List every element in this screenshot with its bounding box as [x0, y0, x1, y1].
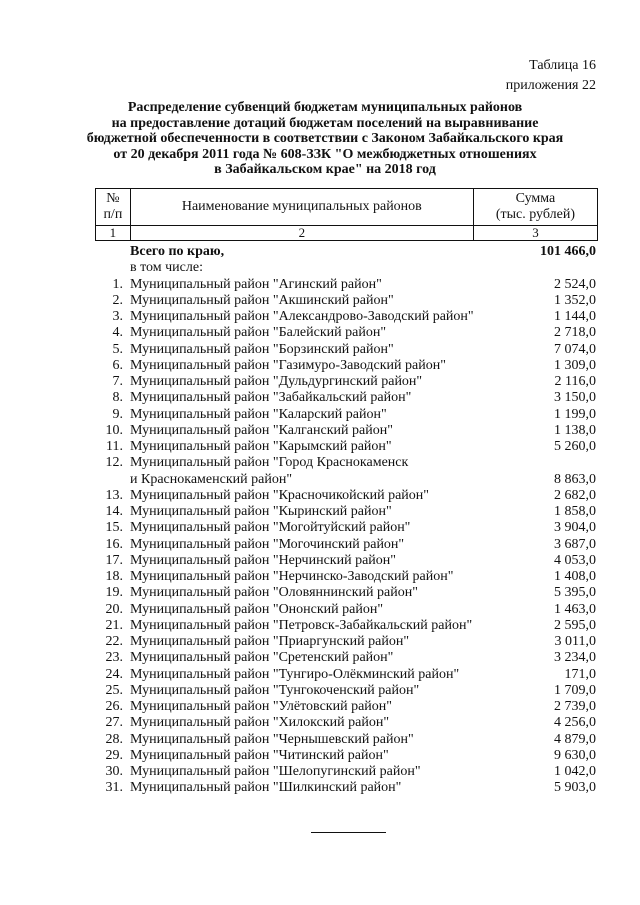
table-row [95, 455, 598, 488]
row-number: 14. [105, 504, 123, 519]
title-line: от 20 декабря 2011 года № 608-ЗЗК "О межбюджетных отношениях [113, 146, 537, 162]
amount-value: 5 903,0 [554, 780, 596, 796]
amount-value: 4 879,0 [554, 731, 596, 747]
table-row [95, 374, 598, 390]
amount-value: 1 408,0 [554, 569, 596, 584]
district-name: Муниципальный район "Ононский район" [130, 601, 384, 617]
table-row [95, 277, 598, 293]
total-label: Всего по краю, [130, 244, 225, 259]
title-line: Распределение субвенций бюджетам муниципальных районов [127, 100, 523, 115]
title-line: на предоставление дотаций бюджетам поселений на выравнивание [111, 115, 539, 131]
amount-value: 9 630,0 [554, 747, 596, 763]
table-reference [506, 56, 596, 96]
table-label: Таблица 16 [529, 58, 596, 73]
district-name: Муниципальный район "Могойтуйский район" [130, 520, 411, 536]
table-row [95, 520, 598, 536]
row-number: 22. [105, 634, 123, 649]
district-name: Муниципальный район "Нерчинский район" [130, 552, 396, 568]
total-value: 101 466,0 [540, 244, 596, 259]
amount-value: 7 074,0 [554, 341, 596, 357]
row-number: 5. [112, 341, 123, 357]
total-row [95, 244, 598, 260]
row-number: 17. [105, 552, 123, 568]
table-row [95, 358, 598, 374]
row-number: 25. [105, 682, 123, 698]
amount-value: 2 116,0 [554, 374, 596, 389]
including-label: в том числе: [130, 260, 203, 276]
amount-value: 1 858,0 [554, 504, 596, 519]
district-name: Муниципальный район "Чернышевский район" [130, 731, 414, 747]
row-number: 28. [105, 731, 123, 747]
district-name: Муниципальный район "Читинский район" [130, 747, 389, 763]
table-row [95, 667, 598, 683]
table-row [95, 504, 598, 520]
row-number: 10. [105, 422, 123, 438]
amount-value: 3 234,0 [554, 650, 596, 666]
row-number: 4. [112, 325, 123, 341]
row-number: 27. [105, 715, 123, 731]
district-name: Муниципальный район "Тунгиро-Олёкминский район" [130, 666, 460, 682]
district-name: Муниципальный район "Кыринский район" [130, 504, 392, 519]
district-name: Муниципальный район "Петровск-Забайкальский район" [130, 617, 473, 633]
col-amount-header: Сумма (тыс. рублей) [473, 189, 597, 226]
col-name-header: Наименование муниципальных районов [130, 189, 473, 226]
row-number: 29. [105, 747, 123, 763]
end-divider [311, 832, 386, 833]
table-row [95, 634, 598, 650]
row-number: 19. [105, 585, 123, 601]
table-row [95, 390, 598, 406]
amount-value: 5 260,0 [554, 439, 596, 454]
district-name: Муниципальный район "Александрово-Заводский район" [130, 309, 474, 324]
table-row [95, 650, 598, 666]
table-row [95, 488, 598, 504]
row-number: 24. [105, 666, 123, 682]
district-name: Муниципальный район "Могочинский район" [130, 536, 405, 552]
document-title [80, 100, 570, 178]
district-name: Муниципальный район "Балейский район" [130, 325, 387, 341]
amount-value: 5 395,0 [554, 585, 596, 601]
table-row [95, 618, 598, 634]
amount-value: 2 682,0 [554, 487, 596, 503]
including-row [95, 260, 598, 276]
amount-value: 3 687,0 [554, 536, 596, 552]
amount-value: 171,0 [564, 666, 596, 682]
amount-value: 3 011,0 [554, 634, 596, 649]
table-row [95, 602, 598, 618]
table-row [95, 748, 598, 764]
row-number: 8. [112, 390, 123, 406]
district-name: Муниципальный район "Приаргунский район" [130, 634, 410, 649]
row-number: 2. [112, 292, 123, 308]
amount-value: 1 309,0 [554, 357, 596, 373]
district-name: Муниципальный район "Карымский район" [130, 439, 392, 454]
district-name: Муниципальный район "Хилокский район" [130, 715, 390, 731]
table-row [95, 780, 598, 796]
row-number: 1. [112, 276, 123, 292]
row-number: 20. [105, 601, 123, 617]
district-name: Муниципальный район "Сретенский район" [130, 650, 394, 666]
district-name: Муниципальный район "Шилкинский район" [130, 780, 402, 796]
table-header [95, 188, 598, 241]
amount-value: 1 709,0 [554, 682, 596, 698]
row-number: 12. [105, 455, 123, 471]
amount-value: 4 053,0 [554, 552, 596, 568]
table-row [95, 699, 598, 715]
row-number: 7. [112, 374, 123, 389]
row-number: 16. [105, 536, 123, 552]
row-number: 6. [112, 357, 123, 373]
district-name: Муниципальный район "Красночикойский район" [130, 487, 429, 503]
district-name: Муниципальный район "Газимуро-Заводский район" [130, 357, 446, 373]
amount-value: 2 718,0 [554, 325, 596, 341]
amount-value: 1 352,0 [554, 292, 596, 308]
table-body [95, 244, 598, 797]
district-name: Муниципальный район "Нерчинско-Заводский район" [130, 569, 454, 584]
district-name: Муниципальный район "Борзинский район" [130, 341, 394, 357]
table-row [95, 569, 598, 585]
table-row [95, 423, 598, 439]
table-row [95, 325, 598, 341]
row-number: 30. [105, 764, 123, 779]
district-name: Муниципальный район "Тунгокоченский район" [130, 682, 420, 698]
title-line: бюджетной обеспеченности в соответствии с Законом Забайкальского края [86, 131, 564, 147]
row-number: 15. [105, 520, 123, 536]
table-row [95, 585, 598, 601]
col-number-header: № п/п [96, 189, 131, 226]
appendix-label: приложения 22 [505, 78, 596, 93]
row-number: 18. [105, 569, 123, 584]
district-name: Муниципальный район "Калганский район" [130, 422, 393, 438]
amount-value: 3 904,0 [554, 520, 596, 536]
title-line: в Забайкальском крае" на 2018 год [214, 162, 436, 178]
table-row [95, 764, 598, 780]
amount-value: 2 524,0 [554, 276, 596, 292]
row-number: 21. [105, 617, 123, 633]
col-index: 3 [473, 226, 597, 241]
amount-value: 2 739,0 [554, 699, 596, 714]
table-row [95, 309, 598, 325]
row-number: 31. [105, 780, 123, 796]
district-name: Муниципальный район "Город Краснокаменск и Краснокаменский район" [130, 455, 409, 487]
col-index: 1 [96, 226, 131, 241]
amount-value: 1 199,0 [554, 406, 596, 422]
col-index: 2 [130, 226, 473, 241]
row-number: 11. [106, 439, 123, 454]
district-name: Муниципальный район "Агинский район" [130, 276, 382, 292]
district-name: Муниципальный район "Оловяннинский район" [130, 585, 418, 601]
table-row [95, 715, 598, 731]
district-name: Муниципальный район "Каларский район" [130, 406, 387, 422]
amount-value: 2 595,0 [554, 617, 596, 633]
amount-value: 1 042,0 [554, 764, 596, 779]
table-row [95, 537, 598, 553]
table-row [95, 683, 598, 699]
amount-value: 1 138,0 [554, 422, 596, 438]
table-row [95, 407, 598, 423]
table-row [95, 553, 598, 569]
amount-value: 1 144,0 [554, 309, 596, 324]
row-number: 23. [105, 650, 123, 666]
table-row [95, 293, 598, 309]
row-number: 9. [112, 406, 123, 422]
table-row [95, 342, 598, 358]
district-name: Муниципальный район "Дульдургинский район" [130, 374, 423, 389]
row-number: 3. [112, 309, 123, 324]
district-name: Муниципальный район "Улётовский район" [130, 699, 392, 714]
row-number: 13. [105, 487, 123, 503]
district-name: Муниципальный район "Акшинский район" [130, 292, 394, 308]
amount-value: 8 863,0 [554, 471, 596, 487]
district-name: Муниципальный район "Шелопугинский район" [130, 764, 421, 779]
amount-value: 3 150,0 [554, 390, 596, 406]
district-name: Муниципальный район "Забайкальский район" [130, 390, 412, 406]
table-row [95, 439, 598, 455]
row-number: 26. [105, 699, 123, 714]
amount-value: 4 256,0 [554, 715, 596, 731]
amount-value: 1 463,0 [554, 601, 596, 617]
table-row [95, 732, 598, 748]
